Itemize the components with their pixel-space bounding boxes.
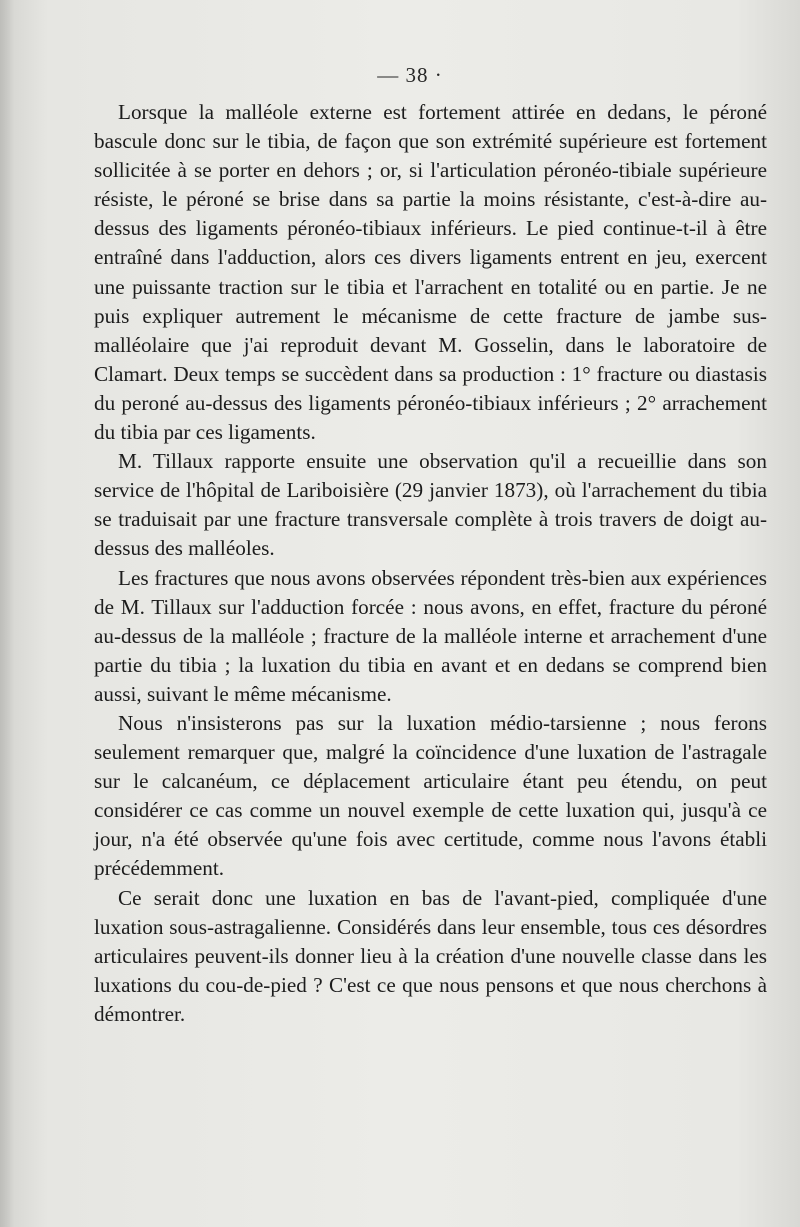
paragraph: M. Tillaux rapporte ensuite une observation qu'il a recueillie dans son service de l'hôpital de Lariboisière (29 janvier 1873), où l'arrachement du tibia se traduisait par une fracture transversale complète à trois travers de doigt au-dessus des malléoles. [94, 449, 767, 561]
paragraph: Les fractures que nous avons observées répondent très-bien aux expériences de M. Tillaux sur l'adduction forcée : nous avons, en effet, fracture du péroné au-dessus de la malléole ; fracture de la malléole interne et arrachement d'une partie du tibia ; la luxation du tibia en avant et en dedans se comprend bien aussi, suivant le même mécanisme. [94, 565, 767, 706]
page-edge-shadow [0, 0, 14, 1227]
body-text [94, 98, 767, 1029]
paragraph: Lorsque la malléole externe est fortement attirée en dedans, le péroné bascule donc sur le tibia, de façon que son extrémité supérieure est fortement sollicitée à se porter en dehors ; or, si l'articulation péronéo-tibiale supérieure résiste, le péroné se brise dans sa partie la moins résistante, c'est-à-dire au-dessus des ligaments péronéo-tibiaux inférieurs. Le pied continue-t-il à être entraîné dans l'adduction, alors ces divers ligaments entrent en jeu, exercent une puissante traction sur le tibia et l'arrachent en totalité ou en partie. Je ne puis expliquer autrement le mécanisme de cette fracture de jambe sus-malléolaire que j'ai reproduit devant M. Gosselin, dans le laboratoire de Clamart. Deux temps se succèdent dans sa production : 1° fracture ou diastasis du peroné au-dessus des ligaments péronéo-tibiaux inférieurs ; 2° arrachement du tibia par ces ligaments. [94, 100, 767, 445]
page-number: — 38 · [377, 63, 443, 87]
paragraph: Nous n'insisterons pas sur la luxation médio-tarsienne ; nous ferons seulement remarquer que, malgré la coïncidence d'une luxation de l'astragale sur le calcanéum, ce déplacement articulaire étant peu étendu, on peut considérer ce cas comme un nouvel exemple de cette luxation qui, jusqu'à ce jour, n'a été observée qu'une fois avec certitude, comme nous l'avons établi précédemment. [94, 710, 767, 881]
paragraph: Ce serait donc une luxation en bas de l'avant-pied, compliquée d'une luxation sous-astragalienne. Considérés dans leur ensemble, tous ces désordres articulaires peuvent-ils donner lieu à la création d'une nouvelle classe dans les luxations du cou-de-pied ? C'est ce que nous pensons et que nous cherchons à démontrer. [94, 885, 767, 1026]
